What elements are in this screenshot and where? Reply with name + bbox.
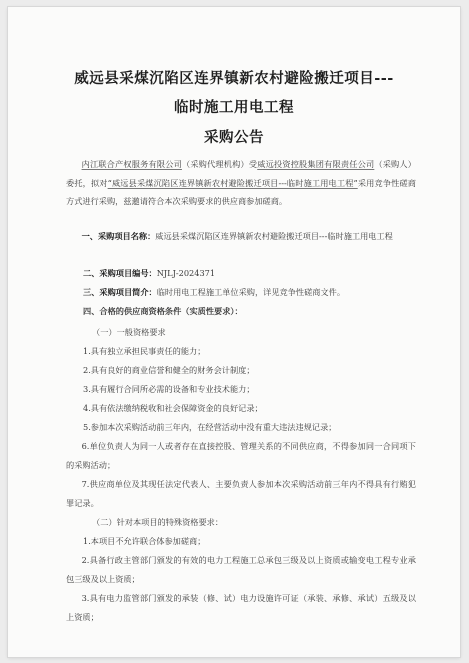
doc-title-line1: 威远县采煤沉陷区连界镇新农村避险搬迁项目--- xyxy=(74,70,394,87)
section-3-label: 三、采购项目简介： xyxy=(83,287,157,297)
special-requirements-heading: （二）针对本项目的特殊资格要求： xyxy=(92,517,224,527)
section-2-label: 二、采购项目编号： xyxy=(83,268,157,278)
general-item-5: 5.参加本次采购活动前三年内，在经营活动中没有重大违法违规记录； xyxy=(83,422,337,432)
agency-name: 内江联合产权服务有限公司 xyxy=(81,159,182,169)
section-2 xyxy=(83,264,433,283)
general-item-7: 7.供应商单位及其现任法定代表人、主要负责人参加本次采购活动前三年内不得具有行贿犯罪记录。 xyxy=(66,479,416,508)
section-2-value: NJLJ-2024371 xyxy=(156,268,216,278)
section-3-value: 临时用电工程施工单位采购，详见竞争性磋商文件。 xyxy=(156,287,346,297)
intro-text-b: （采购人）委托，拟对 xyxy=(66,159,416,188)
special-item-2: 2.具备行政主管部门颁发的有效的电力工程施工总承包三级及以上资质或输变电工程专业承包三级及以上资质； xyxy=(66,555,416,584)
client-name: 威远投资控股集团有限责任公司 xyxy=(257,159,375,169)
intro-text-a: （采购代理机构）受 xyxy=(181,159,258,169)
general-item-2: 2.具有良好的商业信誉和健全的财务会计制度； xyxy=(83,365,255,375)
general-item-4: 4.具有依法缴纳税收和社会保障资金的良好记录； xyxy=(83,403,263,413)
document-page xyxy=(8,7,460,657)
intro-text-c: 采用竞争性磋商方式进行采购，兹邀请符合本次采购要求的供应商参加磋商。 xyxy=(66,177,416,207)
special-item-1: 1.本项目不允许联合体参加磋商； xyxy=(83,536,206,546)
general-item-3: 3.具有履行合同所必需的设备和专业技术能力； xyxy=(83,384,255,394)
section-1-value: 威远县采煤沉陷区连界镇新农村避险搬迁项目---临时施工用电工程 xyxy=(155,231,393,241)
intro-project-name: “威远县采煤沉陷区连界镇新农村避险搬迁项目---临时施工用电工程” xyxy=(107,177,358,188)
general-item-6: 6.单位负责人为同一人或者存在直接控股、管理关系的不同供应商，不得参加同一合同项下的采购活动； xyxy=(66,441,416,470)
section-4-heading: 四、合格的供应商资格条件（实质性要求）： xyxy=(83,306,243,316)
section-1 xyxy=(66,227,416,246)
doc-title-line3: 采购公告 xyxy=(204,129,264,146)
section-3 xyxy=(83,283,433,302)
special-item-3: 3.具有电力监管部门颁发的承装（修、试）电力设施许可证（承装、承修、承试）五级及以上资质； xyxy=(66,593,416,622)
general-requirements-heading: （一）一般资格要求 xyxy=(92,327,166,337)
doc-title-line2: 临时施工用电工程 xyxy=(174,99,294,116)
intro-paragraph xyxy=(66,155,416,211)
section-1-label: 一、采购项目名称： xyxy=(81,231,156,241)
general-item-1: 1.具有独立承担民事责任的能力； xyxy=(83,346,206,356)
